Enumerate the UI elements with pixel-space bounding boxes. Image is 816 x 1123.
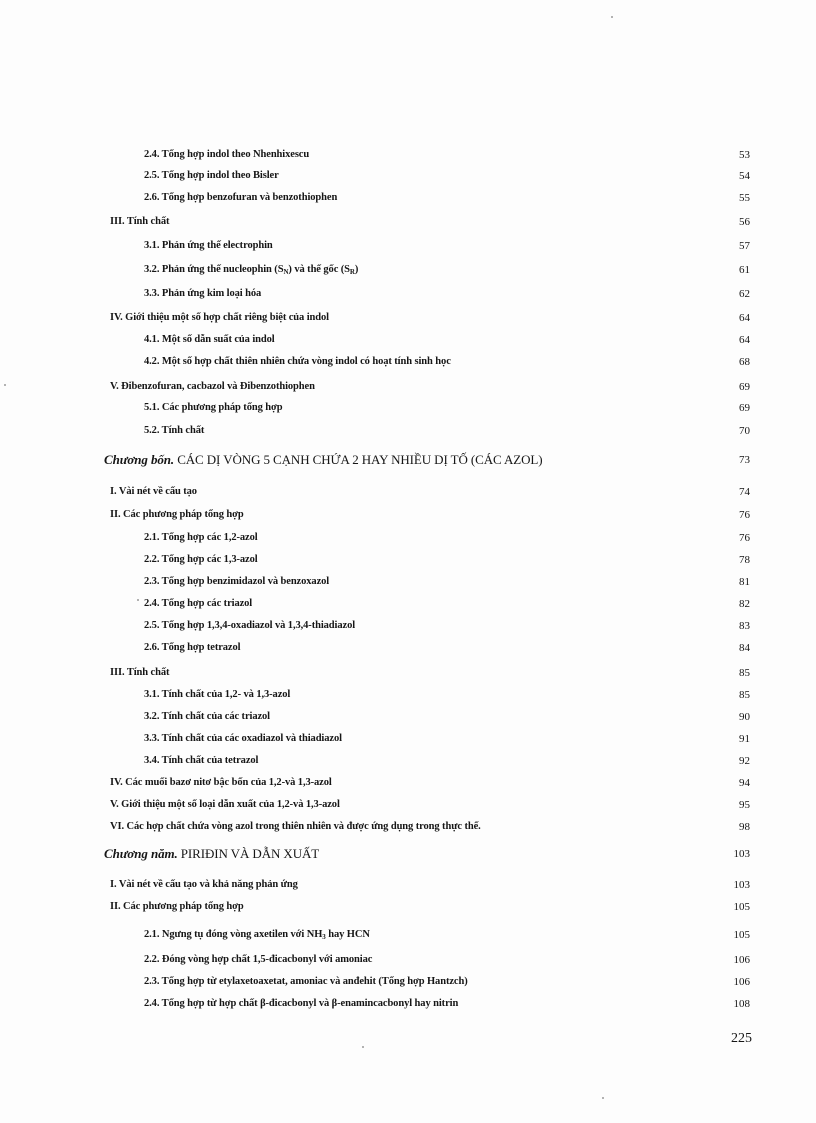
entry-page-number: 54 xyxy=(739,170,750,182)
entry-title: 5.2. Tính chất xyxy=(144,425,205,436)
entry-page-number: 85 xyxy=(739,667,750,679)
entry-title: III. Tính chất xyxy=(110,667,170,678)
entry-title: 2.6. Tổng hợp tetrazol xyxy=(144,642,241,653)
toc-entry xyxy=(0,665,816,681)
toc-entry xyxy=(0,484,816,500)
chapter-prefix: Chương năm. xyxy=(104,846,178,861)
entry-title: 3.2. Tính chất của các triazol xyxy=(144,711,271,722)
entry-page-number: 81 xyxy=(739,576,750,588)
toc-entry xyxy=(0,996,816,1012)
entry-page-number: 55 xyxy=(739,192,750,204)
entry-page-number: 70 xyxy=(739,425,750,437)
entry-page-number: 105 xyxy=(733,929,750,941)
entry-title: IV. Các muối bazơ nitơ bậc bốn của 1,2-và 1,3-azol xyxy=(110,777,332,788)
entry-title: 3.1. Phản ứng thế electrophin xyxy=(144,240,273,251)
entry-page-number: 90 xyxy=(739,711,750,723)
toc-entry xyxy=(0,238,816,254)
entry-title: 4.1. Một số dẫn suất của indol xyxy=(144,334,275,345)
toc-entry xyxy=(0,379,816,395)
entry-title: 3.3. Tính chất của các oxadiazol và thiadiazol xyxy=(144,733,342,744)
entry-page-number: 76 xyxy=(739,532,750,544)
entry-page-number: 106 xyxy=(733,954,750,966)
toc-entry xyxy=(0,310,816,326)
toc-entry xyxy=(0,262,816,278)
toc-entry xyxy=(0,168,816,184)
toc-entry xyxy=(0,507,816,523)
entry-title: 2.3. Tổng hợp từ etylaxetoaxetat, amoniac và anđehit (Tổng hợp Hantzch) xyxy=(144,976,468,987)
entry-page-number: 56 xyxy=(739,216,750,228)
entry-title: IV. Giới thiệu một số hợp chất riêng biệt của indol xyxy=(110,312,329,323)
chapter-title: CÁC DỊ VÒNG 5 CẠNH CHỨA 2 HAY NHIỀU DỊ TỐ (CÁC AZOL) xyxy=(177,452,543,467)
scan-speck xyxy=(4,384,6,386)
entry-page-number: 76 xyxy=(739,509,750,521)
entry-page-number: 105 xyxy=(733,901,750,913)
entry-page-number: 91 xyxy=(739,733,750,745)
entry-title: II. Các phương pháp tổng hợp xyxy=(110,509,244,520)
toc-entry xyxy=(0,574,816,590)
entry-page-number: 61 xyxy=(739,264,750,276)
toc-entry xyxy=(0,286,816,302)
entry-title: 3.3. Phản ứng kim loại hóa xyxy=(144,288,262,299)
toc-entry xyxy=(0,731,816,747)
toc-entry xyxy=(0,190,816,206)
toc-entry xyxy=(0,753,816,769)
chapter-entry xyxy=(0,449,816,471)
toc-entry xyxy=(0,618,816,634)
entry-title: 3.1. Tính chất của 1,2- và 1,3-azol xyxy=(144,689,291,700)
entry-title: 2.4. Tổng hợp các triazol xyxy=(144,598,253,609)
toc-entry xyxy=(0,552,816,568)
toc-entry xyxy=(0,974,816,990)
entry-page-number: 103 xyxy=(733,848,750,860)
toc-entry xyxy=(0,640,816,656)
toc-entry xyxy=(0,877,816,893)
entry-title: 2.1. Ngưng tụ đóng vòng axetilen với $NH_3$ hay HCN xyxy=(144,929,370,941)
entry-title: III. Tính chất xyxy=(110,216,170,227)
entry-page-number: 94 xyxy=(739,777,750,789)
entry-title: I. Vài nét về cấu tạo và khả năng phản ứng xyxy=(110,879,298,890)
toc-entry xyxy=(0,899,816,915)
entry-page-number: 106 xyxy=(733,976,750,988)
chapter-prefix: Chương bốn. xyxy=(104,452,175,467)
chapter-entry xyxy=(0,843,816,865)
entry-page-number: 64 xyxy=(739,334,750,346)
entry-title: V. Giới thiệu một số loại dẫn xuất của 1,2-và 1,3-azol xyxy=(110,799,340,810)
entry-title: 5.1. Các phương pháp tổng hợp xyxy=(144,402,283,413)
entry-page-number: 62 xyxy=(739,288,750,300)
entry-page-number: 85 xyxy=(739,689,750,701)
entry-title: 2.6. Tổng hợp benzofuran và benzothiophen xyxy=(144,192,338,203)
entry-page-number: 82 xyxy=(739,598,750,610)
entry-page-number: 69 xyxy=(739,402,750,414)
entry-page-number: 78 xyxy=(739,554,750,566)
entry-title: 3.2. Phản ứng thế nucleophin $(S_N)$ và thế gốc $(S_R)$ xyxy=(144,264,359,276)
toc-entry xyxy=(0,147,816,163)
toc-entry xyxy=(0,687,816,703)
entry-title: VI. Các hợp chất chứa vòng azol trong thiên nhiên và được ứng dụng trong thực thế. xyxy=(110,821,481,832)
scan-speck xyxy=(137,599,139,601)
scan-speck xyxy=(362,1046,364,1048)
entry-title: 2.2. Tổng hợp các 1,3-azol xyxy=(144,554,258,565)
toc-entry xyxy=(0,596,816,612)
entry-title: 2.5. Tổng hợp 1,3,4-oxadiazol và 1,3,4-thiadiazol xyxy=(144,620,356,631)
toc-entry xyxy=(0,354,816,370)
entry-title: V. Đibenzofuran, cacbazol và Đibenzothiophen xyxy=(110,381,315,392)
entry-title: 2.4. Tổng hợp từ hợp chất β-đicacbonyl và β-enamincacbonyl hay nitrin xyxy=(144,998,459,1009)
entry-page-number: 83 xyxy=(739,620,750,632)
chapter-title: PIRIĐIN VÀ DẪN XUẤT xyxy=(180,846,320,861)
toc-entry xyxy=(0,797,816,813)
entry-page-number: 98 xyxy=(739,821,750,833)
toc-entry xyxy=(0,775,816,791)
entry-page-number: 95 xyxy=(739,799,750,811)
entry-page-number: 108 xyxy=(733,998,750,1010)
toc-entry xyxy=(0,530,816,546)
entry-page-number: 74 xyxy=(739,486,750,498)
entry-page-number: 103 xyxy=(733,879,750,891)
toc-entry xyxy=(0,927,816,943)
entry-title xyxy=(104,449,542,471)
toc-entry xyxy=(0,709,816,725)
entry-page-number: 69 xyxy=(739,381,750,393)
entry-page-number: 92 xyxy=(739,755,750,767)
toc-entry xyxy=(0,423,816,439)
entry-title: 2.4. Tổng hợp indol theo Nhenhixescu xyxy=(144,149,310,160)
entry-title: 2.5. Tổng hợp indol theo Bisler xyxy=(144,170,279,181)
entry-title: I. Vài nét về cấu tạo xyxy=(110,486,197,497)
toc-entry xyxy=(0,332,816,348)
scan-speck xyxy=(611,16,613,18)
entry-title: 4.2. Một số hợp chất thiên nhiên chứa vòng indol có hoạt tính sinh học xyxy=(144,356,451,367)
toc-entry xyxy=(0,952,816,968)
entry-title: II. Các phương pháp tổng hợp xyxy=(110,901,244,912)
entry-title: 2.2. Đóng vòng hợp chất 1,5-đicacbonyl với amoniac xyxy=(144,954,373,965)
entry-page-number: 64 xyxy=(739,312,750,324)
entry-page-number: 57 xyxy=(739,240,750,252)
entry-title: 3.4. Tính chất của tetrazol xyxy=(144,755,259,766)
entry-title xyxy=(104,843,319,865)
toc-entry xyxy=(0,214,816,230)
page-number: 225 xyxy=(731,1031,752,1046)
entry-title: 2.1. Tổng hợp các 1,2-azol xyxy=(144,532,258,543)
toc-entry xyxy=(0,400,816,416)
scan-speck xyxy=(602,1097,604,1099)
toc-entry xyxy=(0,819,816,835)
entry-page-number: 68 xyxy=(739,356,750,368)
entry-page-number: 84 xyxy=(739,642,750,654)
entry-title: 2.3. Tổng hợp benzimidazol và benzoxazol xyxy=(144,576,330,587)
entry-page-number: 53 xyxy=(739,149,750,161)
entry-page-number: 73 xyxy=(739,454,750,466)
